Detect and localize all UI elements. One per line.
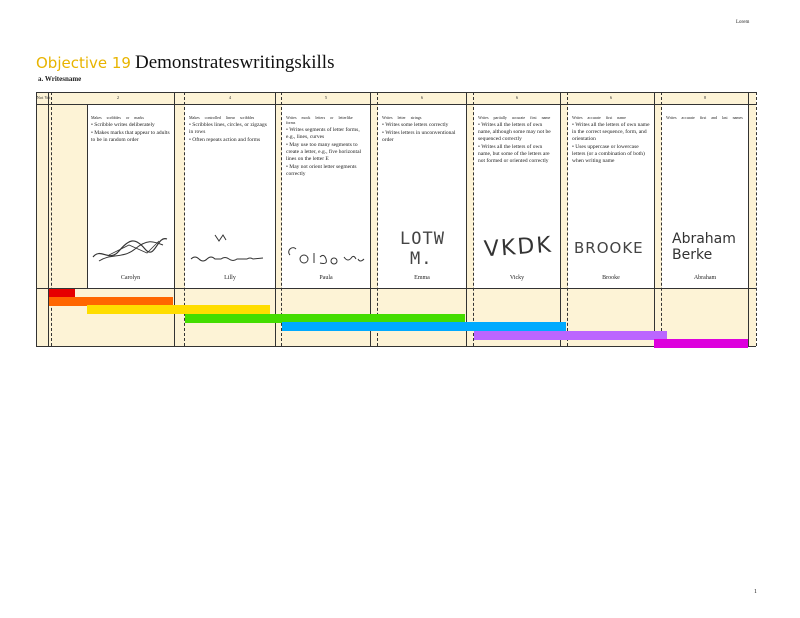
header-not-yet: Not Yet — [36, 95, 51, 100]
column-divider — [560, 92, 561, 346]
list-item: • Scribble writes deliberately — [91, 122, 155, 128]
column-divider — [654, 92, 655, 346]
column-divider — [567, 92, 568, 346]
table-rule — [36, 288, 756, 289]
column-divider — [748, 92, 749, 346]
list-item: • Writes all the letters of own name in the correct sequence, form, and orientation — [572, 122, 650, 142]
header-level-6c: 6 — [609, 95, 613, 100]
sample-line: Abraham — [672, 231, 736, 247]
header-level-8: 8 — [703, 95, 707, 100]
child-name: Carolyn — [120, 275, 141, 281]
column-title: Writes accurate first and last names — [666, 115, 743, 120]
column-divider — [473, 92, 474, 346]
objective-number: Objective 19 — [36, 54, 131, 72]
column-title: Makes scribbles or marks — [91, 115, 144, 120]
column-divider — [370, 92, 371, 346]
header-level-6b: 6 — [515, 95, 519, 100]
column-divider — [661, 92, 662, 346]
column-divider — [275, 92, 276, 346]
list-item: • Uses uppercase or lowercase letters (or a combination of both) when writing name — [572, 144, 645, 164]
list-item: • May not orient letter segments correctly — [286, 164, 357, 177]
column-divider — [377, 92, 378, 346]
list-item: • Writes letters in unconventional order — [382, 130, 456, 143]
list-item: • Scribbles lines, circles, or zigzags in rows — [189, 122, 267, 135]
subtitle: a. Writesname — [38, 75, 82, 83]
list-item: • Often repeats action and forms — [189, 137, 261, 143]
writing-sample-scribble — [89, 227, 171, 267]
writing-sample-letter-strings — [400, 229, 445, 269]
header-level-2: 2 — [116, 95, 120, 100]
objective-title: Demonstrateswritingskills — [134, 52, 335, 73]
list-item: • Writes some letters correctly — [382, 122, 449, 128]
list-item: • Makes marks that appear to adults to be in random order — [91, 130, 170, 143]
progression-bar-blue — [282, 322, 566, 331]
sample-line: M. — [410, 249, 433, 269]
child-name: Abraham — [693, 275, 717, 281]
header-level-5: 5 — [324, 95, 328, 100]
page-number: 1 — [754, 589, 757, 595]
header-level-6a: 6 — [420, 95, 424, 100]
column-level-6b — [474, 105, 560, 288]
writing-sample-linear-scribble — [187, 227, 273, 267]
column-divider — [36, 92, 37, 346]
writing-sample-partial-name: VKDK — [483, 232, 554, 263]
corner-label: Lorem — [736, 20, 750, 25]
column-divider — [281, 92, 282, 346]
writing-sample-mock-letters — [284, 235, 368, 269]
table-rule — [36, 92, 756, 93]
sample-line: Berke — [672, 247, 713, 263]
column-title: Writes mock letters or letterlike forms — [286, 115, 353, 125]
column-level-5 — [282, 105, 370, 288]
column-title: Writes partially accurate first name — [478, 115, 551, 120]
writing-sample-accurate-name: BROOKE — [574, 239, 644, 257]
column-title: Writes letter strings — [382, 115, 422, 120]
column-divider — [87, 104, 88, 288]
sample-line: LOTW — [400, 229, 445, 249]
column-level-8 — [662, 105, 748, 288]
column-level-2 — [87, 105, 174, 288]
list-item: • Writes all the letters of own name, although some may not be sequenced correctly — [478, 122, 551, 142]
child-name: Brooke — [602, 275, 620, 281]
column-divider — [756, 92, 757, 346]
column-divider — [466, 92, 467, 346]
page-title — [36, 52, 334, 74]
table-rule — [36, 104, 756, 105]
column-divider — [51, 92, 52, 346]
writing-sample-full-name — [672, 231, 736, 263]
column-level-6a — [378, 105, 466, 288]
child-name: Paula — [319, 275, 333, 281]
progression-bar-yellow — [87, 305, 270, 314]
column-level-6c — [568, 105, 654, 288]
list-item: • Writes segments of letter forms, e.g., lines, curves — [286, 127, 360, 140]
progression-bar-magenta — [654, 339, 748, 348]
child-name: Emma — [414, 275, 430, 281]
column-title: Makes controlled linear scribbles — [189, 115, 255, 120]
column-level-4 — [185, 105, 275, 288]
header-level-4: 4 — [228, 95, 232, 100]
child-name: Vicky — [509, 275, 525, 281]
column-divider — [48, 92, 49, 346]
child-name: Lilly — [224, 275, 236, 281]
list-item: • Writes all the letters of own name, but some of the letters are not formed or oriented correctly — [478, 144, 550, 164]
list-item: • May use too many segments to create a letter, e.g., five horizontal lines on the letter E — [286, 142, 362, 162]
column-title: Writes accurate first name — [572, 115, 626, 120]
progression-bar-purple — [474, 331, 667, 340]
table-rule — [36, 346, 756, 347]
